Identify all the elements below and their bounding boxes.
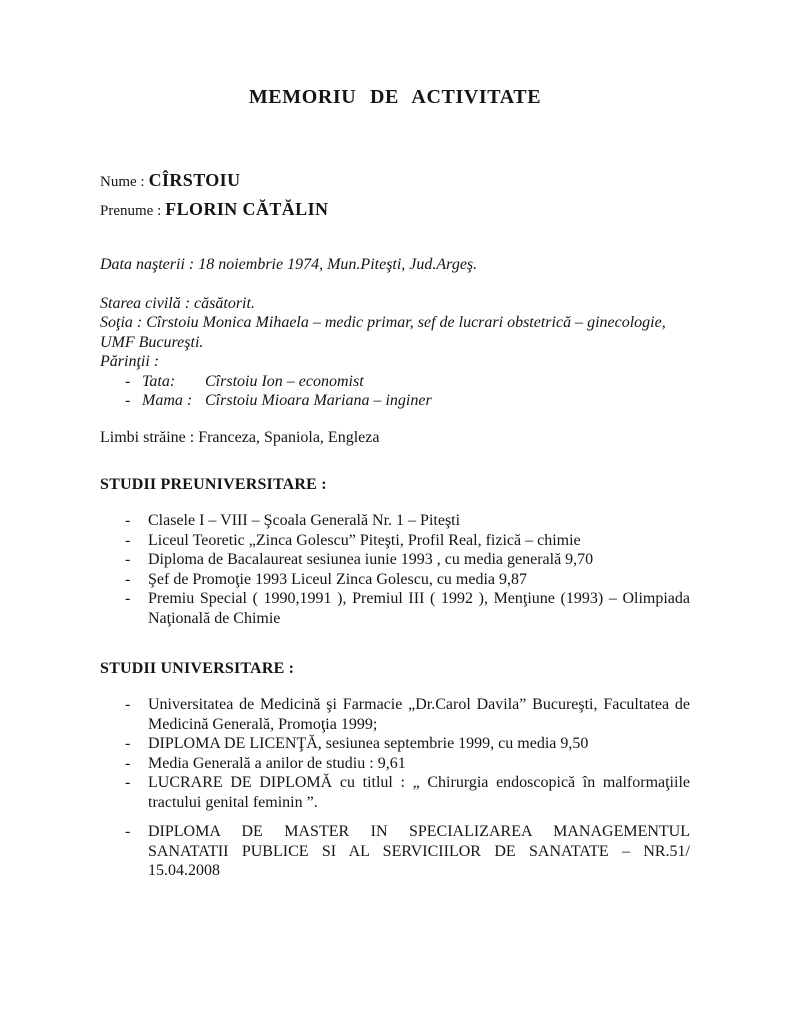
preuniversitare-heading: STUDII PREUNIVERSITARE : (100, 476, 327, 493)
list-item (100, 695, 690, 734)
bullet-dash: - (125, 696, 131, 713)
section-universitare (100, 660, 690, 881)
bullet-dash: - (125, 570, 131, 588)
bullet-dash: - (125, 531, 131, 549)
firstname-value: FLORIN CĂTĂLIN (165, 199, 329, 219)
bullet-dash: - (125, 735, 131, 752)
section-preuniversitare (100, 476, 690, 628)
name-row (100, 167, 690, 196)
bullet-dash: - (125, 590, 131, 607)
list-item-text: LUCRARE DE DIPLOMĂ cu titlul : „ Chirurgia endoscopică în malformaţiile tractului genital feminin ”. (148, 774, 690, 811)
list-item-master-diploma (100, 822, 690, 881)
parents-label: Părinţii : (100, 353, 160, 370)
civil-status-block (100, 294, 690, 411)
list-item-text: Liceul Teoretic „Zinca Golescu” Piteşti, Profil Real, fizică – chimie (148, 531, 581, 549)
birth-date-line: Data naşterii : 18 noiembrie 1974, Mun.Piteşti, Jud.Argeş. (100, 256, 478, 273)
marital-status-line: Starea civilă : căsătorit. (100, 294, 255, 312)
preuniversitare-list (100, 511, 690, 628)
bullet-dash: - (125, 754, 131, 772)
list-item (100, 589, 690, 628)
list-item (100, 550, 690, 570)
father-value: Cîrstoiu Ion – economist (205, 372, 364, 390)
firstname-label: Prenume : (100, 203, 162, 219)
father-label: Tata: (142, 372, 176, 390)
list-item-text: DIPLOMA DE MASTER IN SPECIALIZAREA MANAGEMENTUL SANATATII PUBLICE SI AL SERVICIILOR DE SANATATE – NR.51/ 15.04.2008 (148, 823, 690, 879)
list-item-text: Universitatea de Medicină şi Farmacie „Dr.Carol Davila” Bucureşti, Facultatea de Medicină Generală, Promoţia 1999; (148, 696, 690, 733)
list-item (100, 773, 690, 812)
universitare-list (100, 695, 690, 881)
list-item-text: Şef de Promoţie 1993 Liceul Zinca Golescu, cu media 9,87 (148, 570, 528, 588)
page-title: MEMORIU DE ACTIVITATE (248, 86, 542, 108)
spouse-line: Soţia : Cîrstoiu Monica Mihaela – medic primar, sef de lucrari obstetrică – ginecologie, UMF Bucureşti. (100, 314, 666, 351)
bullet-dash: - (125, 823, 131, 840)
bullet-dash: - (125, 372, 131, 390)
languages-line: Limbi străine : Franceza, Spaniola, Engleza (100, 428, 380, 446)
list-item (100, 754, 690, 774)
list-item-text: Media Generală a anilor de studiu : 9,61 (148, 754, 406, 772)
mother-label: Mama : (142, 392, 193, 409)
name-value: CÎRSTOIU (148, 170, 241, 190)
firstname-row (100, 196, 690, 225)
list-item (100, 531, 690, 551)
list-item (100, 734, 690, 754)
identity-block (100, 167, 690, 225)
bullet-dash: - (125, 392, 131, 409)
bullet-dash: - (125, 774, 131, 791)
list-item-text: Diploma de Bacalaureat sesiunea iunie 1993 , cu media generală 9,70 (148, 551, 594, 568)
parent-row-father (100, 372, 690, 392)
universitare-heading: STUDII UNIVERSITARE : (100, 660, 295, 677)
list-item (100, 511, 690, 531)
list-item-text: Clasele I – VIII – Şcoala Generală Nr. 1 – Piteşti (148, 512, 461, 529)
bullet-dash: - (125, 551, 131, 568)
bullet-dash: - (125, 512, 131, 529)
list-item-text: DIPLOMA DE LICENŢĂ, sesiunea septembrie 1999, cu media 9,50 (148, 735, 589, 752)
list-item-text: Premiu Special ( 1990,1991 ), Premiul III ( 1992 ), Menţiune (1993) – Olimpiada Naţională de Chimie (148, 590, 690, 627)
list-item (100, 570, 690, 590)
mother-value: Cîrstoiu Mioara Mariana – inginer (205, 392, 432, 409)
name-label: Nume : (100, 174, 145, 190)
parent-row-mother (100, 391, 690, 411)
